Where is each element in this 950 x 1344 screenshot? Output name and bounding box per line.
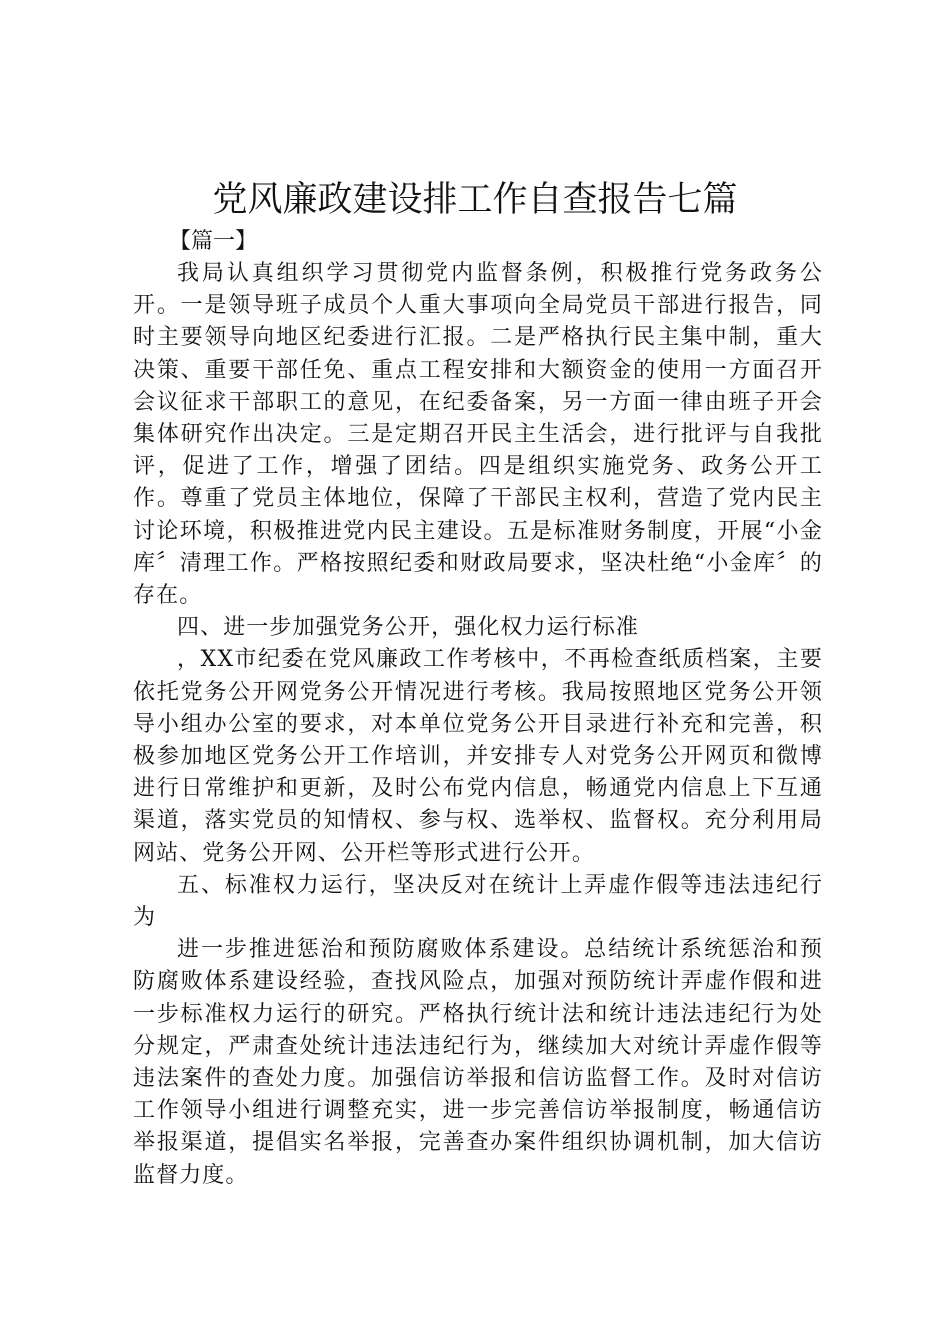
section-heading-four: 四、进一步加强党务公开，强化权力运行标准	[177, 615, 640, 641]
document-title: 党风廉政建设排工作自查报告七篇	[212, 180, 738, 220]
paragraph-party-affairs: ，XX市纪委在党风廉政工作考核中，不再检查纸质档案，主要依托党务公开网党务公开情况进行考核。我局按照地区党务公开领导小组办公室的要求，对本单位党务公开目录进行补充和完善，积极参加地区党务公开工作培训，并安排专人对党务公开网页和微博进行日常维护和更新，及时公布党内信息，畅通党内信息上下互通渠道，落实党员的知情权、参与权、选举权、监督权。充分利用局网站、党务公开网、公开栏等形式进行公开。	[133, 647, 823, 866]
paragraph-anti-corruption: 进一步推进惩治和预防腐败体系建设。总结统计系统惩治和预防腐败体系建设经验，查找风险点，加强对预防统计弄虚作假和进一步标准权力运行的研究。严格执行统计法和统计违法违纪行为处分规定，严肃查处统计违法违纪行为，继续加大对统计弄虚作假等违法案件的查处力度。加强信访举报和信访监督工作。及时对信访工作领导小组进行调整充实，进一步完善信访举报制度，畅通信访举报渠道，提倡实名举报，完善查办案件组织协调机制，加大信访监督力度。	[133, 937, 823, 1188]
document-body	[133, 226, 823, 1192]
paragraph-intro: 我局认真组织学习贯彻党内监督条例，积极推行党务政务公开。一是领导班子成员个人重大事项向全局党员干部进行报告，同时主要领导向地区纪委进行汇报。二是严格执行民主集中制，重大决策、重要干部任免、重点工程安排和大额资金的使用一方面召开会议征求干部职工的意见，在纪委备案，另一方面一律由班子开会集体研究作出决定。三是定期召开民主生活会，进行批评与自我批评，促进了工作，增强了团结。四是组织实施党务、政务公开工作。尊重了党员主体地位，保障了干部民主权利，营造了党内民主讨论环境，积极推进党内民主建设。五是标准财务制度，开展“小金库〞清理工作。严格按照纪委和财政局要求，坚决杜绝“小金库〞的存在。	[133, 261, 823, 609]
section-heading-five: 五、标准权力运行，坚决反对在统计上弄虚作假等违法违纪行为	[133, 872, 823, 931]
section-label: 【篇一】	[169, 229, 258, 254]
